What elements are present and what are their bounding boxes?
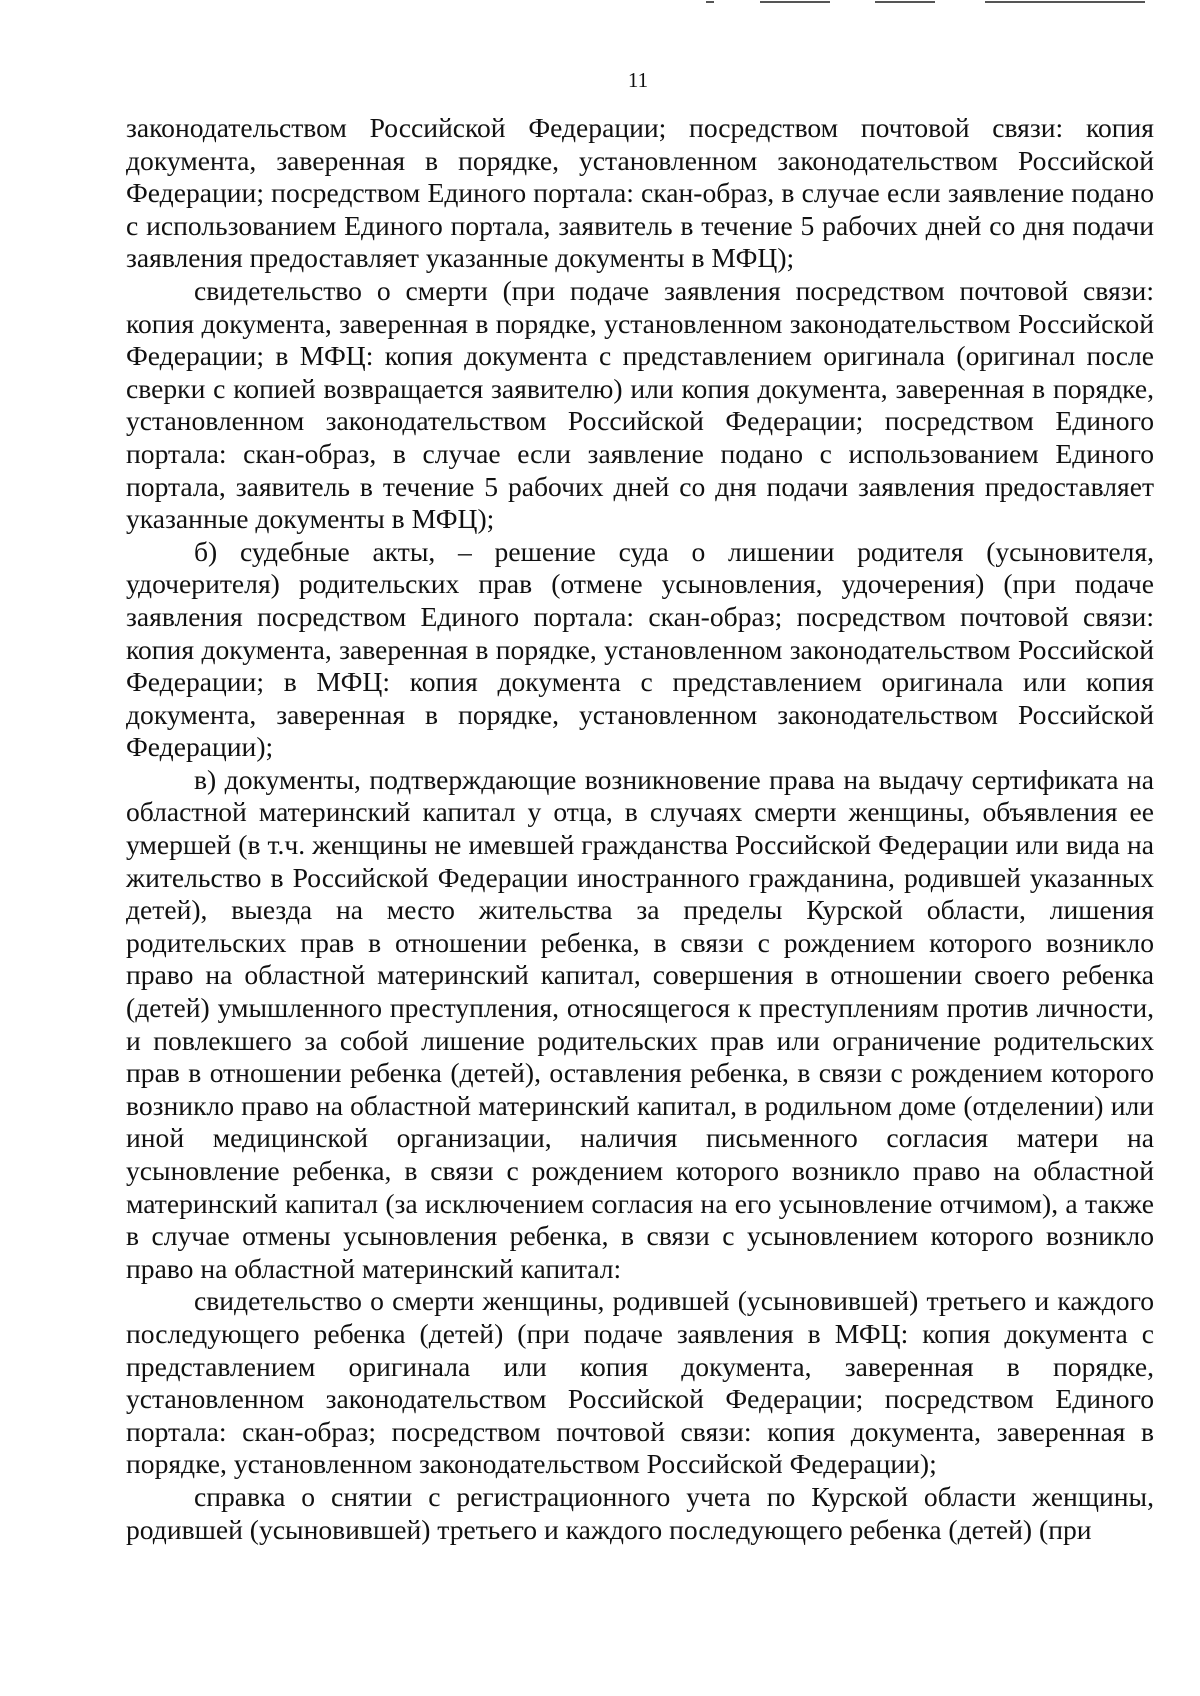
paragraph-deregistration-certificate: справка о снятии с регистрационного учета по Курской области женщины, родившей (усыновившей) третьего и каждого последующего ребенка (детей) (при	[126, 1480, 1154, 1545]
scan-mark	[875, 1, 935, 3]
paragraph-continued: законодательством Российской Федерации; посредством почтовой связи: копия документа, заверенная в порядке, установленном законодательством Российской Федерации; посредством Единого портала: скан-образ, в случае если заявление подано с использованием Единого портала, заявитель в течение 5 рабочих дней со дня подачи заявления предоставляет указанные документы в МФЦ);	[126, 112, 1154, 274]
scan-mark	[760, 1, 830, 3]
paragraph-woman-death-certificate: свидетельство о смерти женщины, родившей (усыновившей) третьего и каждого последующего ребенка (детей) (при подаче заявления в МФЦ: копия документа с представлением оригинала или копия документа, заверенная в порядке, установленном законодательством Российской Федерации; посредством Единого портала: скан-образ; посредством почтовой связи: копия документа, заверенная в порядке, установленном законодательством Российской Федерации);	[126, 1285, 1154, 1480]
paragraph-father-documents: в) документы, подтверждающие возникновение права на выдачу сертификата на областной материнский капитал у отца, в случаях смерти женщины, объявления ее умершей (в т.ч. женщины не имевшей гражданства Российской Федерации или вида на жительство в Российской Федерации иностранного гражданина, родившей указанных детей), выезда на место жительства за пределы Курской области, лишения родительских прав в отношении ребенка, в связи с рождением которого возникло право на областной материнский капитал, совершения в отношении своего ребенка (детей) умышленного преступления, относящегося к преступлениям против личности, и повлекшего за собой лишение родительских прав или ограничение родительских прав в отношении ребенка (детей), оставления ребенка, в связи с рождением которого возникло право на областной материнский капитал, в родильном доме (отделении) или иной медицинской организации, наличия письменного согласия матери на усыновление ребенка, в связи с рождением которого возникло право на областной материнский капитал (за исключением согласия на его усыновление отчимом), а также в случае отмены усыновления ребенка, в связи с усыновлением которого возникло право на областной материнский капитал:	[126, 763, 1154, 1284]
paragraph-death-certificate: свидетельство о смерти (при подаче заявления посредством почтовой связи: копия документа, заверенная в порядке, установленном законодательством Российской Федерации; в МФЦ: копия документа с представлением оригинала (оригинал после сверки с копией возвращается заявителю) или копия документа, заверенная в порядке, установленном законодательством Российской Федерации; посредством Единого портала: скан-образ, в случае если заявление подано с использованием Единого портала, заявитель в течение 5 рабочих дней со дня подачи заявления предоставляет указанные документы в МФЦ);	[126, 274, 1154, 535]
scan-mark	[985, 1, 1145, 3]
scan-mark	[706, 1, 714, 3]
scan-edge-marks	[0, 0, 1200, 6]
page-number: 11	[627, 68, 649, 92]
paragraph-court-acts: б) судебные акты, – решение суда о лишении родителя (усыновителя, удочерителя) родительских прав (отмене усыновления, удочерения) (при подаче заявления посредством Единого портала: скан-образ; посредством почтовой связи: копия документа, заверенная в порядке, установленном законодательством Российской Федерации; в МФЦ: копия документа с представлением оригинала или копия документа, заверенная в порядке, установленном законодательством Российской Федерации);	[126, 535, 1154, 763]
document-body	[126, 112, 1154, 1546]
